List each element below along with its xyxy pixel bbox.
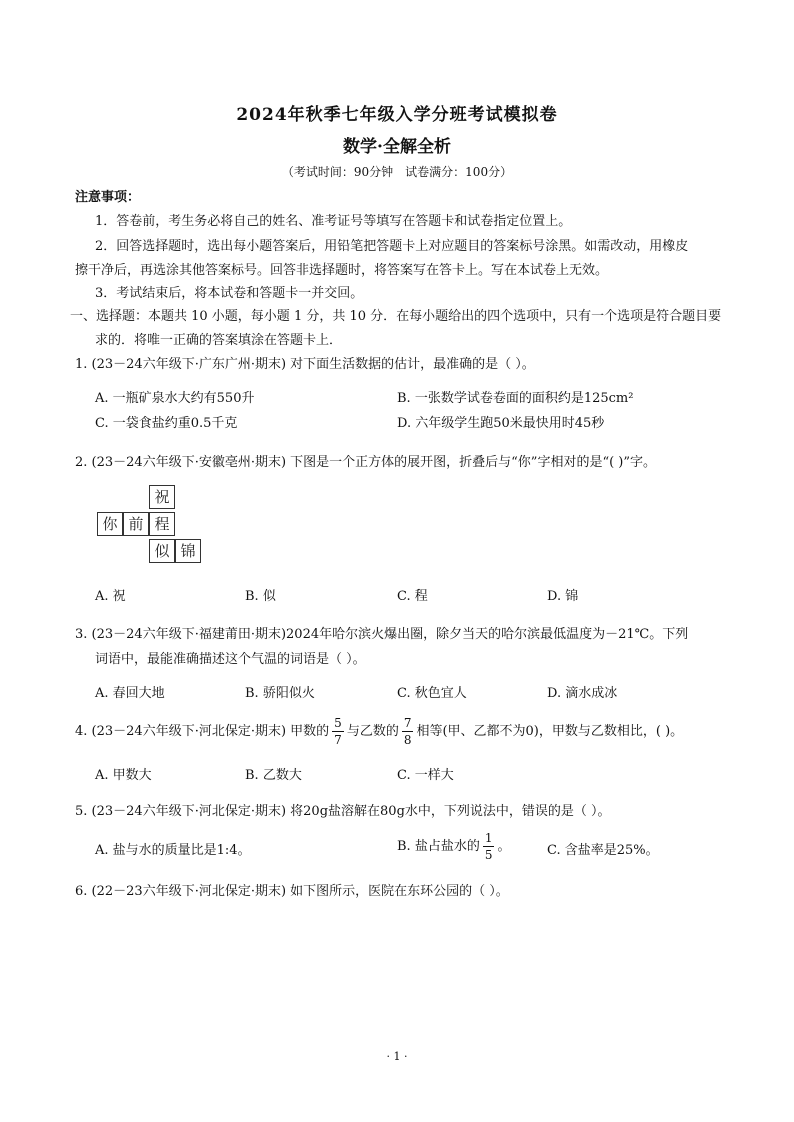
q2-option-a: A. 祝	[95, 589, 126, 604]
q4-option-b: B. 乙数大	[245, 768, 302, 783]
q1-option-d: D. 六年级学生跑50米最快用时45秒	[397, 416, 605, 431]
q4-fraction-1: $\frac{5}{7}$	[334, 716, 342, 747]
net-cell-qian: 前	[123, 512, 149, 536]
q1-option-b: B. 一张数学试卷卷面的面积约是125cm²	[397, 391, 634, 406]
page-subtitle: 数学·全解全析	[343, 137, 451, 157]
question-3-stem-cont: 词语中，最能准确描述这个气温的词语是（ ）。	[95, 652, 366, 667]
q1-option-c: C. 一袋食盐约重0.5千克	[95, 416, 238, 431]
q4-option-c: C. 一样大	[397, 768, 454, 783]
question-1-stem: 1. (23－24六年级下·广东广州·期末) 对下面生活数据的估计，最准确的是（ ）。	[75, 357, 535, 372]
q4-fraction-2: $\frac{7}{8}$	[403, 716, 412, 747]
note-item-2-cont: 擦干净后，再选涂其他答案标号。回答非选择题时，将答案写在答卡上。写在本试卷上无效。	[75, 263, 609, 278]
net-cell-zhu: 祝	[149, 485, 175, 509]
note-item-2: 2．回答选择题时，选出每小题答案后，用铅笔把答题卡上对应题目的答案标号涂黑。如需改动，用橡皮	[95, 239, 689, 254]
page-title: 2024年秋季七年级入学分班考试模拟卷	[236, 105, 558, 125]
notes-heading: 注意事项：	[75, 190, 141, 205]
q2-option-d: D. 锦	[547, 589, 579, 604]
net-cell-si: 似	[149, 539, 175, 563]
q2-option-b: B. 似	[245, 589, 276, 604]
q4-stem-part-3: 相等(甲、乙都不为0)，甲数与乙数相比，( )。	[416, 724, 684, 739]
note-item-3: 3．考试结束后，将本试卷和答题卡一并交回。	[95, 286, 364, 301]
net-cell-cheng: 程	[149, 512, 175, 536]
exam-meta: （考试时间：90分钟 试卷满分：100分）	[281, 165, 513, 179]
q4-stem-part-2: 与乙数的	[346, 724, 399, 739]
q4-option-a: A. 甲数大	[95, 768, 152, 783]
page-number: · 1 ·	[386, 1050, 408, 1063]
q5-option-a: A. 盐与水的质量比是1:4。	[95, 843, 251, 858]
q2-option-c: C. 程	[397, 589, 428, 604]
net-cell-jin: 锦	[175, 539, 201, 563]
q5-option-c: C. 含盐率是25%。	[547, 843, 659, 858]
q5-fraction: $\frac{1}{5}$	[484, 831, 493, 862]
q3-option-a: A. 春回大地	[95, 686, 165, 701]
q5-option-b: B. 盐占盐水的 $\frac{1}{5}$ 。	[397, 831, 511, 862]
q3-option-b: B. 骄阳似火	[245, 686, 315, 701]
section-heading-cont: 求的．将唯一正确的答案填涂在答题卡上．	[95, 333, 343, 348]
q4-stem-part-1: 4. (23－24六年级下·河北保定·期末) 甲数的	[75, 724, 330, 739]
q1-option-a: A. 一瓶矿泉水大约有550升	[95, 391, 255, 406]
q3-option-d: D. 滴水成冰	[547, 686, 618, 701]
section-heading: 一、选择题：本题共 10 小题，每小题 1 分，共 10 分．在每小题给出的四个选项中，只有一个选项是符合题目要	[70, 309, 722, 324]
question-3-stem: 3. (23－24六年级下·福建莆田·期末)2024年哈尔滨火爆出圈，除夕当天的哈尔滨最低温度为－21℃。下列	[75, 627, 689, 642]
question-5-stem: 5. (23－24六年级下·河北保定·期末) 将20g盐溶解在80g水中，下列说法中，错误的是（ ）。	[75, 804, 611, 819]
note-item-1: 1．答卷前，考生务必将自己的姓名、准考证号等填写在答题卡和试卷指定位置上。	[95, 214, 572, 229]
net-cell-ni: 你	[97, 512, 123, 536]
question-6-stem: 6. (22－23六年级下·河北保定·期末) 如下图所示，医院在东环公园的（ ）。	[75, 884, 509, 899]
question-2-stem: 2. (23－24六年级下·安徽亳州·期末) 下图是一个正方体的展开图，折叠后与“你”字相对的是“( )”字。	[75, 455, 657, 470]
q3-option-c: C. 秋色宜人	[397, 686, 467, 701]
question-4-stem	[75, 716, 683, 748]
